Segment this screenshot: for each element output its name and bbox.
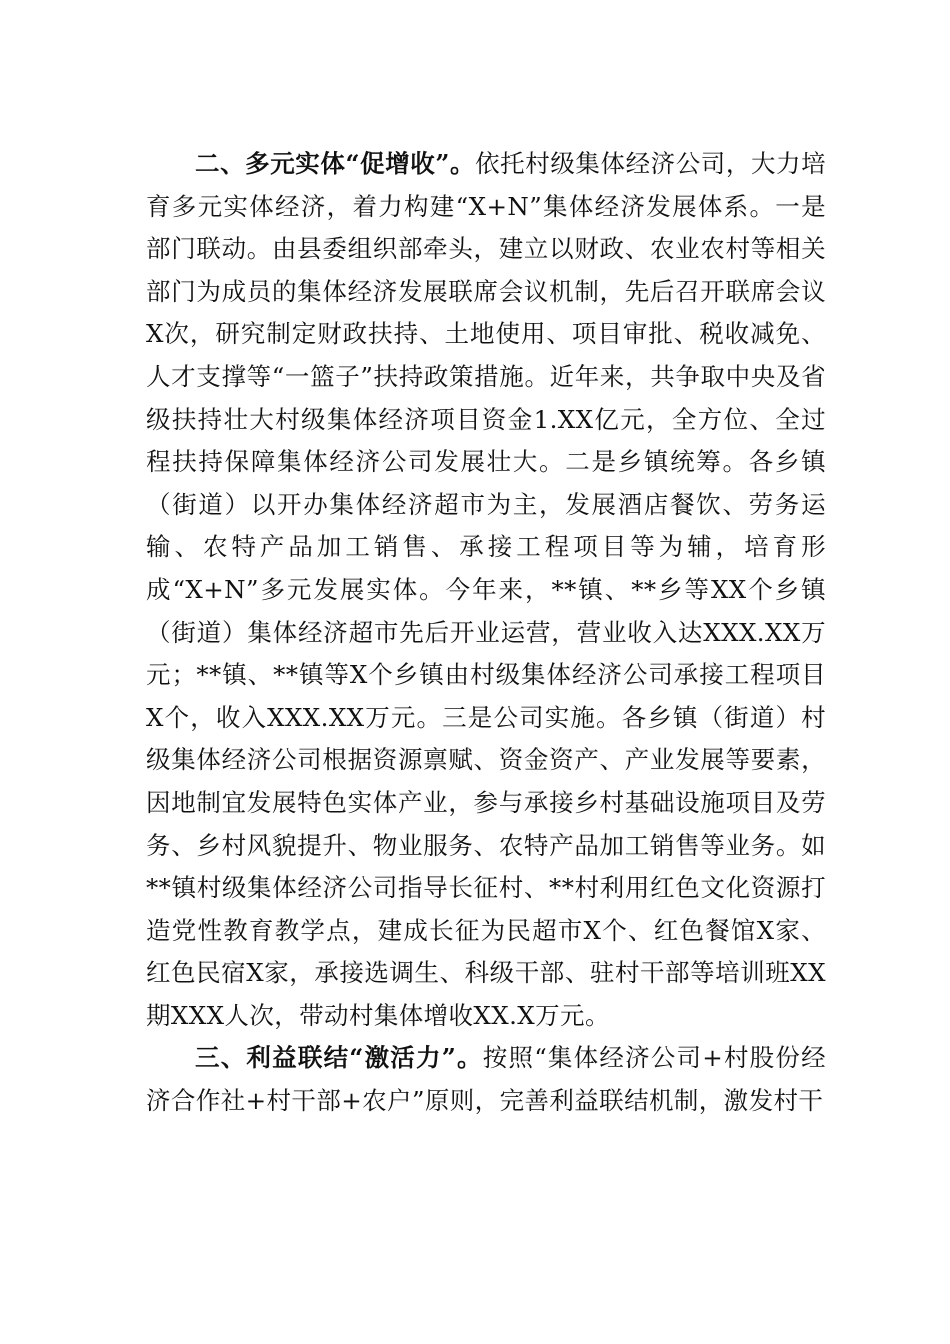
document-body bbox=[146, 143, 826, 1123]
paragraph-section-2 bbox=[146, 143, 826, 1037]
paragraph-section-3 bbox=[146, 1037, 826, 1122]
section-3-body: 按照“集体经济公司+村股份经济合作社+村干部+农户”原则，完善利益联结机制，激发村干 bbox=[146, 1043, 827, 1116]
section-3-heading: 三、利益联结“激活力”。 bbox=[195, 1043, 483, 1073]
section-2-heading: 二、多元实体“促增收”。 bbox=[195, 149, 476, 178]
section-2-body: 依托村级集体经济公司，大力培育多元实体经济，着力构建“X+N”集体经济发展体系。一是部门联动。由县委组织部牵头，建立以财政、农业农村等相关部门为成员的集体经济发展联席会议机制，先后召开联席会议X次，研究制定财政扶持、土地使用、项目审批、税收减免、人才支撑等“一篮子”扶持政策措施。近年来，共争取中央及省级扶持壮大村级集体经济项目资金1.XX亿元，全方位、全过程扶持保障集体经济公司发展壮大。二是乡镇统筹。各乡镇（街道）以开办集体经济超市为主，发展酒店餐饮、劳务运输、农特产品加工销售、承接工程项目等为辅，培育形成“X+N”多元发展实体。今年来，**镇、**乡等XX个乡镇（街道）集体经济超市先后开业运营，营业收入达XXX.XX万元；**镇、**镇等X个乡镇由村级集体经济公司承接工程项目X个，收入XXX.XX万元。三是公司实施。各乡镇（街道）村级集体经济公司根据资源禀赋、资金资产、产业发展等要素，因地制宜发展特色实体产业，参与承接乡村基础设施项目及劳务、乡村风貌提升、物业服务、农特产品加工销售等业务。如**镇村级集体经济公司指导长征村、**村利用红色文化资源打造党性教育教学点，建成长征为民超市X个、红色餐馆X家、红色民宿X家，承接选调生、科级干部、驻村干部等培训班XX期XXX人次，带动村集体增收XX.X万元。 bbox=[146, 149, 826, 1030]
